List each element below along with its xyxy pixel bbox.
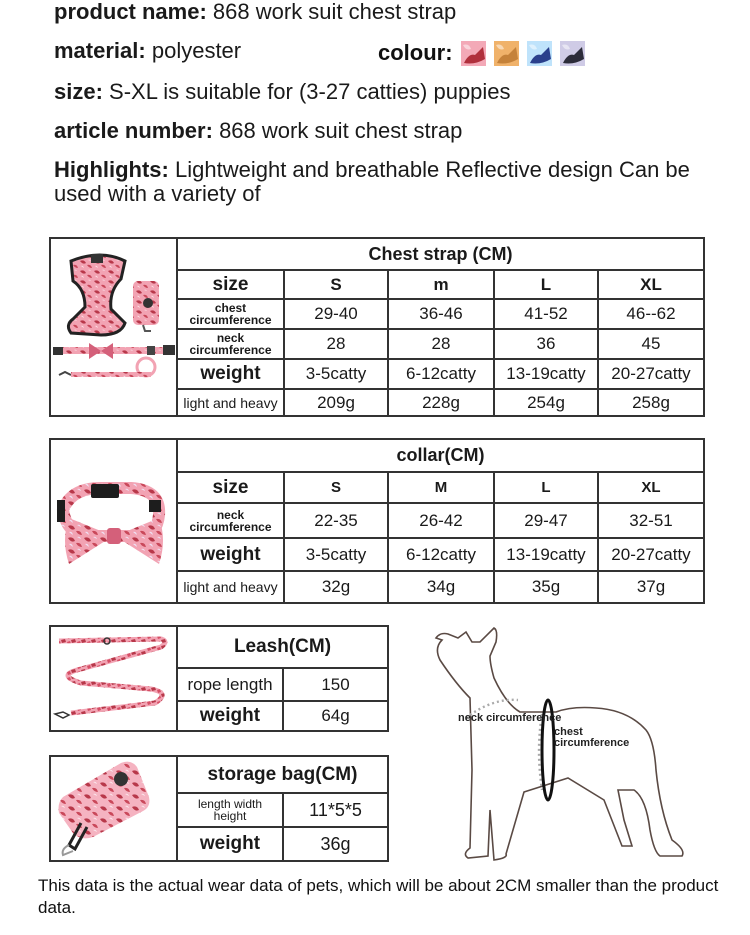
colour-swatch-blue-camo[interactable] [527,41,552,66]
table-cell: 41-52 [495,298,599,328]
storage-bag-icon [51,757,178,860]
row-label-chest: chest circumference [178,298,285,328]
spec-value: 868 work suit chest strap [212,0,457,24]
table-cell: 29-40 [285,298,389,328]
header-s: S [285,269,389,298]
row-label-light-heavy: light and heavy [178,388,285,415]
row-label-rope-length: rope length [178,667,284,700]
footer-note: This data is the actual wear data of pets, which will be about 2CM smaller than the product data. [38,876,719,917]
spec-colour [378,40,585,66]
leash-icon [51,627,178,730]
table-cell: 46--62 [599,298,703,328]
row-label-weight: weight [178,537,285,570]
colour-swatch-pink-camo[interactable] [461,41,486,66]
leash-grid [178,627,387,730]
dog-measurement-diagram [410,620,700,870]
spec-highlights [54,158,714,206]
table-cell: 228g [389,388,495,415]
table-cell: 35g [495,570,599,602]
table-cell: 64g [284,700,387,730]
chest-strap-grid [178,239,703,415]
table-cell: 20-27catty [599,537,703,570]
neck-circumference-label: neck circumference [458,712,562,724]
table-cell: 13-19catty [495,537,599,570]
table-cell: 6-12catty [389,537,495,570]
header-m: M [389,471,495,502]
table-cell: 36-46 [389,298,495,328]
table-cell: 34g [389,570,495,602]
table-cell: 26-42 [389,502,495,537]
spec-size [54,79,511,105]
spec-label: product name: [54,0,207,24]
colour-swatches [453,41,585,66]
row-label-weight: weight [178,358,285,388]
collar-image [51,440,178,602]
header-size: size [178,269,285,298]
row-label-light-heavy: light and heavy [178,570,285,602]
table-cell: 13-19catty [495,358,599,388]
table-cell: 258g [599,388,703,415]
spec-material [54,38,241,64]
leash-image [51,627,178,730]
table-title: storage bag(CM) [207,763,358,785]
table-cell: 254g [495,388,599,415]
row-label-neck: neck circumference [178,502,285,537]
spec-label: size: [54,79,103,104]
table-cell: 29-47 [495,502,599,537]
row-label-dimensions: length width height [178,792,284,826]
row-label-weight: weight [178,700,284,730]
table-cell: 28 [389,328,495,358]
harness-set-image [51,239,178,415]
leash-size-table [49,625,389,732]
spec-label: article number: [54,118,213,143]
spec-label: material: [54,38,146,63]
header-xl: XL [599,269,703,298]
spec-value: polyester [151,38,242,63]
table-cell: 11*5*5 [284,792,387,826]
storage-bag-grid [178,757,387,860]
spec-product-name [54,0,456,25]
header-m: m [389,269,495,298]
table-cell: 3-5catty [285,358,389,388]
colour-swatch-orange-camo[interactable] [494,41,519,66]
table-cell: 3-5catty [285,537,389,570]
collar-size-table [49,438,705,604]
row-label-neck: neck circumference [178,328,285,358]
spec-article-number [54,118,462,144]
table-cell: 28 [285,328,389,358]
spec-label: Highlights: [54,157,169,182]
header-s: S [285,471,389,502]
header-xl: XL [599,471,703,502]
table-title: Leash(CM) [233,636,332,657]
storage-bag-image [51,757,178,860]
spec-value: Lightweight and breathable Reflective design Can be used with a variety of [54,157,690,206]
table-cell: 209g [285,388,389,415]
header-size: size [178,471,285,502]
collar-grid [178,440,703,602]
chest-strap-size-table [49,237,705,417]
spec-label: colour: [378,40,453,65]
table-cell: 36 [495,328,599,358]
table-cell: 22-35 [285,502,389,537]
table-cell: 37g [599,570,703,602]
harness-set-icon [51,239,178,415]
header-l: L [495,471,599,502]
table-cell: 32-51 [599,502,703,537]
table-cell: 6-12catty [389,358,495,388]
table-title: Chest strap (CM) [368,243,513,264]
header-l: L [495,269,599,298]
table-cell: 150 [284,667,387,700]
table-cell: 20-27catty [599,358,703,388]
row-label-weight: weight [178,826,284,860]
chest-circumference-label: chest circumference [554,726,630,749]
storage-bag-size-table [49,755,389,862]
collar-bow-icon [51,440,178,602]
table-cell: 45 [599,328,703,358]
colour-swatch-purple-camo[interactable] [560,41,585,66]
table-title: collar(CM) [396,445,485,465]
table-cell: 32g [285,570,389,602]
spec-value: S-XL is suitable for (3-27 catties) puppies [109,79,511,104]
spec-value: 868 work suit chest strap [219,118,463,143]
table-cell: 36g [284,826,387,860]
